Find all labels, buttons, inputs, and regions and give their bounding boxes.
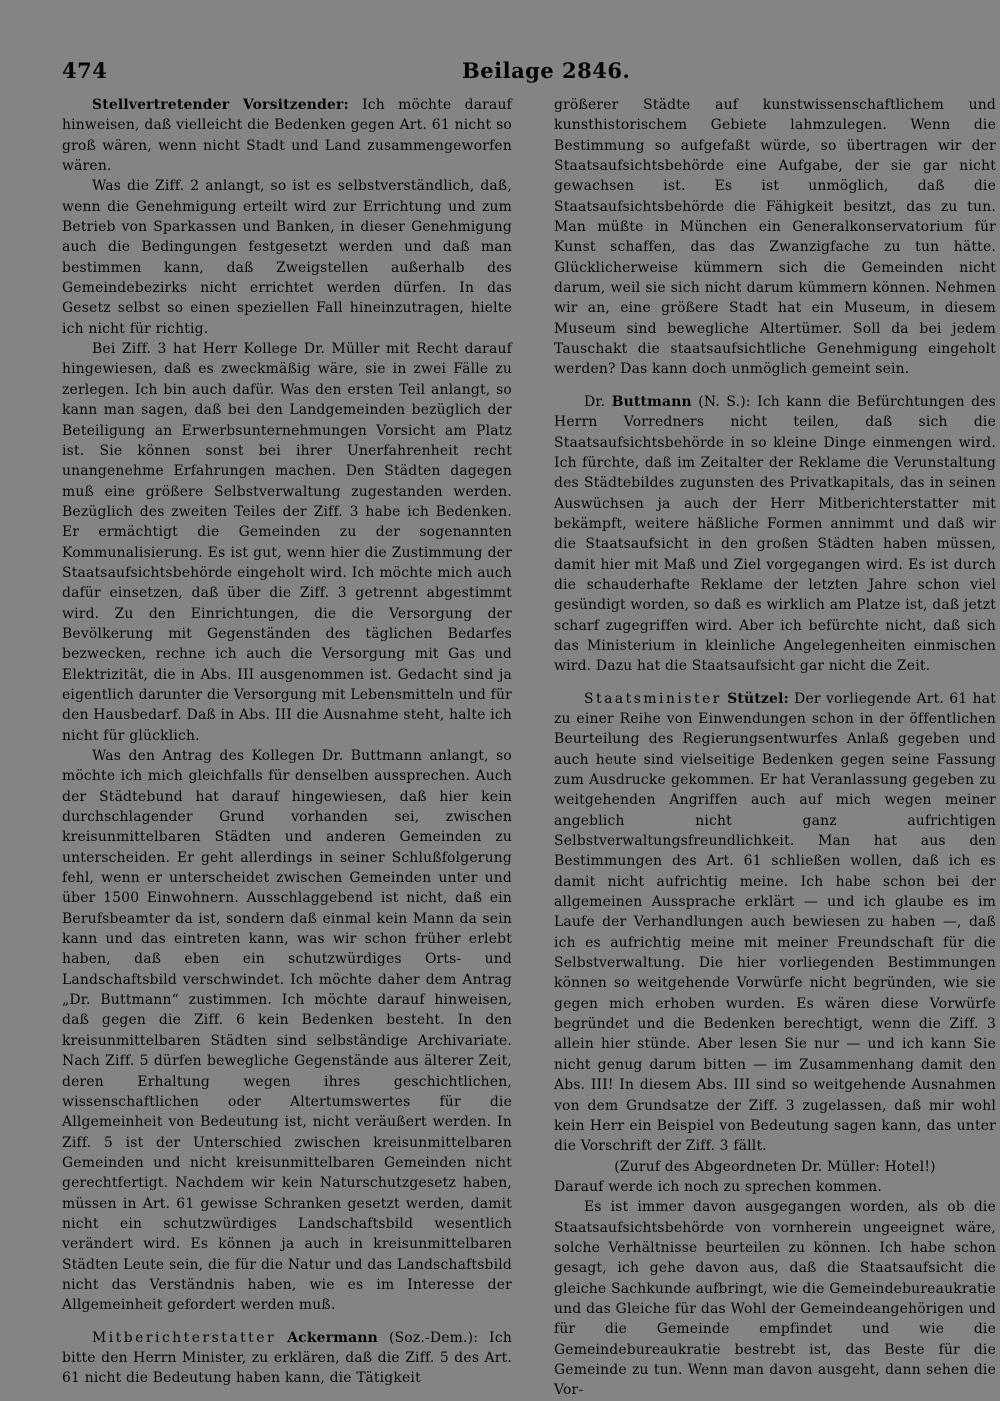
paragraph (554, 95, 996, 380)
paragraph-text: (N. S.): Ich kann die Befürchtungen des Herrn Vorredners nicht teilen, daß sich die Staatsaufsichtsbehörde in so kleine Dinge einmengen wird. Ich fürchte, daß im Zeitalter der Reklame die Verunstaltung des Städtebildes zugunsten des Privatkapitals, das in seinen Auswüchsen ja auch der Herr Mitberichterstatter mit bekämpft, weitere häßliche Formen annimmt und daß wir die Staatsaufsicht in den großen Städten haben müssen, damit hier mit Maß und Ziel vorgegangen wird. Es ist durch die schauderhafte Reklame der letzten Jahre schon viel gesündigt worden, so daß es wirklich am Platze ist, daß jetzt scharf zugegriffen wird. Aber ich befürchte nicht, daß sich das Ministerium in kleinliche Angelegenheiten einmischen wird. Dazu hat die Staatsaufsicht gar nicht die Zeit. (554, 393, 996, 675)
speaker-name: Buttmann (611, 393, 692, 410)
paragraph-text: Ich möchte darauf hinweisen, daß vielleicht die Bedenken gegen Art. 61 nicht so groß wären, wenn nicht Stadt und Land zusammengeworfen wären. (62, 97, 512, 175)
paragraph (554, 689, 996, 1157)
speaker-name: Stellvertretender Vorsitzender: (92, 97, 349, 113)
paragraph-text: Der vorliegende Art. 61 hat zu einer Reihe von Einwendungen schon in der öffentlichen Beurteilung des Regierungsentwurfes Anlaß gegeben und auch heute sind vielseitige Bedenken gegen seine Fassung zum Ausdrucke gekommen. Er hat Veranlassung gegeben zu weitgehenden Angriffen auch auf mich wegen meiner angeblich nicht ganz aufrichtigen Selbstverwaltungsfreundlichkeit. Man hat aus den Bestimmungen des Art. 61 schließen wollen, daß ich es damit nicht aufrichtig meine. Ich habe schon bei der allgemeinen Aussprache erklärt — und ich glaube es im Laufe der Verhandlungen auch bewiesen zu haben —, daß ich es aufrichtig meine mit meiner Freundschaft für die Selbstverwaltung. Die hier vorliegenden Bestimmungen können so weitgehende Vorwürfe nicht begründen, wie sie gegen mich erhoben wurden. Es wären diese Vorwürfe begründet und die Bedenken berechtigt, wenn die Ziff. 3 allein hier stünde. Aber lesen Sie nur — und ich kann Sie nicht genug darum bitten — im Zusammenhang damit den Abs. III! In diesem Abs. III sind so weitgehende Ausnahmen von dem Grundsatze der Ziff. 3 zugelassen, daß mir wohl kein Herr ein Beispiel von Bedeutung sagen kann, das unter die Vorschrift der Ziff. 3 fällt. (554, 690, 996, 1155)
interjection-text: (Zuruf des Abgeordneten Dr. Müller: Hotel!) (614, 1158, 936, 1175)
speaker-role: Dr. (584, 393, 606, 410)
left-column (62, 95, 512, 1389)
paragraph (554, 1177, 996, 1197)
speaker-name: Ackermann (287, 1329, 378, 1346)
paragraph-text: Darauf werde ich noch zu sprechen kommen. (554, 1178, 882, 1195)
paragraph (554, 1197, 996, 1400)
speaker-role: Staatsminister (584, 690, 722, 707)
paragraph (62, 176, 512, 339)
paragraph (62, 746, 512, 1316)
paragraph (62, 339, 512, 746)
interjection (554, 1157, 996, 1177)
paragraph-text: Es ist immer davon ausgegangen worden, als ob die Staatsaufsichtsbehörde von vornherein ungeeignet wäre, solche Verhältnisse beurteilen zu können. Ich habe schon gesagt, ich gehe davon aus, daß die Staatsaufsicht die gleiche Sachkunde aufbringt, wie die Gemeindebureaukratie und das Gleiche für das Wohl der Gemeindeangehörigen und für die Gemeinde empfindet und wie die Gemeindebureaukratie bestrebt ist, das Beste für die Gemeinde zu tun. Wenn man davon ausgeht, dann sehen die Vor- (554, 1199, 996, 1399)
paragraph (554, 392, 996, 677)
speaker-role: Mitberichterstatter (92, 1329, 277, 1346)
paragraph-text: Bei Ziff. 3 hat Herr Kollege Dr. Müller mit Recht darauf hingewiesen, daß es zweckmäßig wäre, sie in zwei Fälle zu zerlegen. Ich bin auch dafür. Was den ersten Teil anlangt, so kann man sagen, daß bei den Landgemeinden bezüglich der Beteiligung an Erwerbsunternehmungen Vorsicht am Platz ist. Sie können sonst bei ihrer Unerfahrenheit recht unangenehme Erfahrungen machen. Den Städten dagegen muß eine größere Selbstverwaltung zugestanden werden. Bezüglich des zweiten Teiles der Ziff. 3 habe ich Bedenken. Er ermächtigt die Gemeinden zu der sogenannten Kommunalisierung. Es ist gut, wenn hier die Zustimmung der Staatsaufsichtsbehörde eingeholt wird. Ich möchte mich auch dafür einsetzen, daß über die Ziff. 3 getrennt abgestimmt wird. Zu den Einrichtungen, die die Versorgung der Bevölkerung mit Gegenständen des täglichen Bedarfes bezwecken, rechne ich auch die Versorgung mit Gas und Elektrizität, die in Abs. III ausgenommen ist. Gedacht sind ja eigentlich darunter die Versorgung mit Lebensmitteln und für den Hausbedarf. Daß in Abs. III die Ausnahme steht, halte ich nicht für glücklich. (62, 341, 512, 744)
paragraph-text: Was die Ziff. 2 anlangt, so ist es selbstverständlich, daß, wenn die Genehmigung erteilt wird zur Errichtung und zum Betrieb von Sparkassen und Banken, in dieser Genehmigung auch die Bedingungen festgesetzt werden und daß man bestimmen kann, daß Zweigstellen außerhalb des Gemeindebezirks nicht errichtet werden dürfen. In das Gesetz selbst so einen speziellen Fall hineinzutragen, hielte ich nicht für richtig. (62, 178, 512, 337)
paragraph-text: größerer Städte auf kunstwissenschaftlichem und kunsthistorischem Gebiete lahmzulegen. Wenn die Bestimmung so aufgefaßt würde, so übertragen wir der Staatsaufsichtsbehörde eine Aufgabe, der sie gar nicht gewachsen ist. Es ist unmöglich, daß die Staatsaufsichtsbehörde die Fähigkeit besitzt, das zu tun. Man müßte in München ein Generalkonservatorium für Kunst schaffen, das das Zwanzigfache zu tun hätte. Glücklicherweise kümmern sich die Gemeinden nicht darum, weil sie sich nicht darum kümmern können. Nehmen wir an, eine größere Stadt hat ein Museum, in diesem Museum sind bewegliche Altertümer. Soll da bei jedem Tauschakt die staatsaufsichtliche Genehmigung eingeholt werden? Das kann doch unmöglich gemeint sein. (554, 97, 996, 378)
paragraph (62, 95, 512, 176)
paragraph-text: (Soz.-Dem.): Ich bitte den Herrn Minister, zu erklären, daß die Ziff. 5 des Art. 61 nicht die Bedeutung haben kann, die Tätigkeit (62, 1329, 512, 1387)
paragraph-text: Was den Antrag des Kollegen Dr. Buttmann anlangt, so möchte ich mich gleichfalls für denselben aussprechen. Auch der Städtebund hat darauf hingewiesen, daß hier kein durchschlagender Grund vorhanden sei, zwischen kreisunmittelbaren Städten und anderen Gemeinden zu unterscheiden. Er geht allerdings in seiner Schlußfolgerung fehl, wenn er unterscheidet zwischen Gemeinden unter und über 1500 Einwohnern. Ausschlaggebend ist nicht, daß ein Berufsbeamter da ist, sondern daß einmal kein Mann da sein kann und das eintreten kann, was wir schon früher erlebt haben, daß eben ein schutzwürdiges Orts- und Landschaftsbild verschwindet. Ich möchte daher dem Antrag „Dr. Buttmann“ zustimmen. Ich möchte darauf hinweisen, daß gegen die Ziff. 6 kein Bedenken besteht. In den kreisunmittelbaren Städten sind selbständige Archivariate. Nach Ziff. 5 dürfen bewegliche Gegenstände aus älterer Zeit, deren Erhaltung wegen ihres geschichtlichen, wissenschaftlichen oder Altertumswertes für die Allgemeinheit von Bedeutung ist, nicht veräußert werden. In Ziff. 5 ist der Unterschied zwischen kreisunmittelbaren Gemeinden und nicht kreisunmittelbaren Gemeinden nicht gerechtfertigt. Nachdem wir kein Naturschutzgesetz haben, müssen in Art. 61 gewisse Schranken gesetzt werden, damit nicht ein schutzwürdiges Landschaftsbild wesentlich verändert wird. Es können ja auch in kreisunmittelbaren Städten Leute sein, die für die Natur und das Landschaftsbild nicht das Verständnis haben, wie es im Interesse der Allgemeinheit gefordert werden muß. (62, 748, 512, 1314)
page-number: 474 (62, 58, 108, 83)
speaker-name: Stützel: (727, 690, 789, 707)
page-title: Beilage 2846. (462, 58, 631, 83)
right-column (554, 95, 996, 1401)
